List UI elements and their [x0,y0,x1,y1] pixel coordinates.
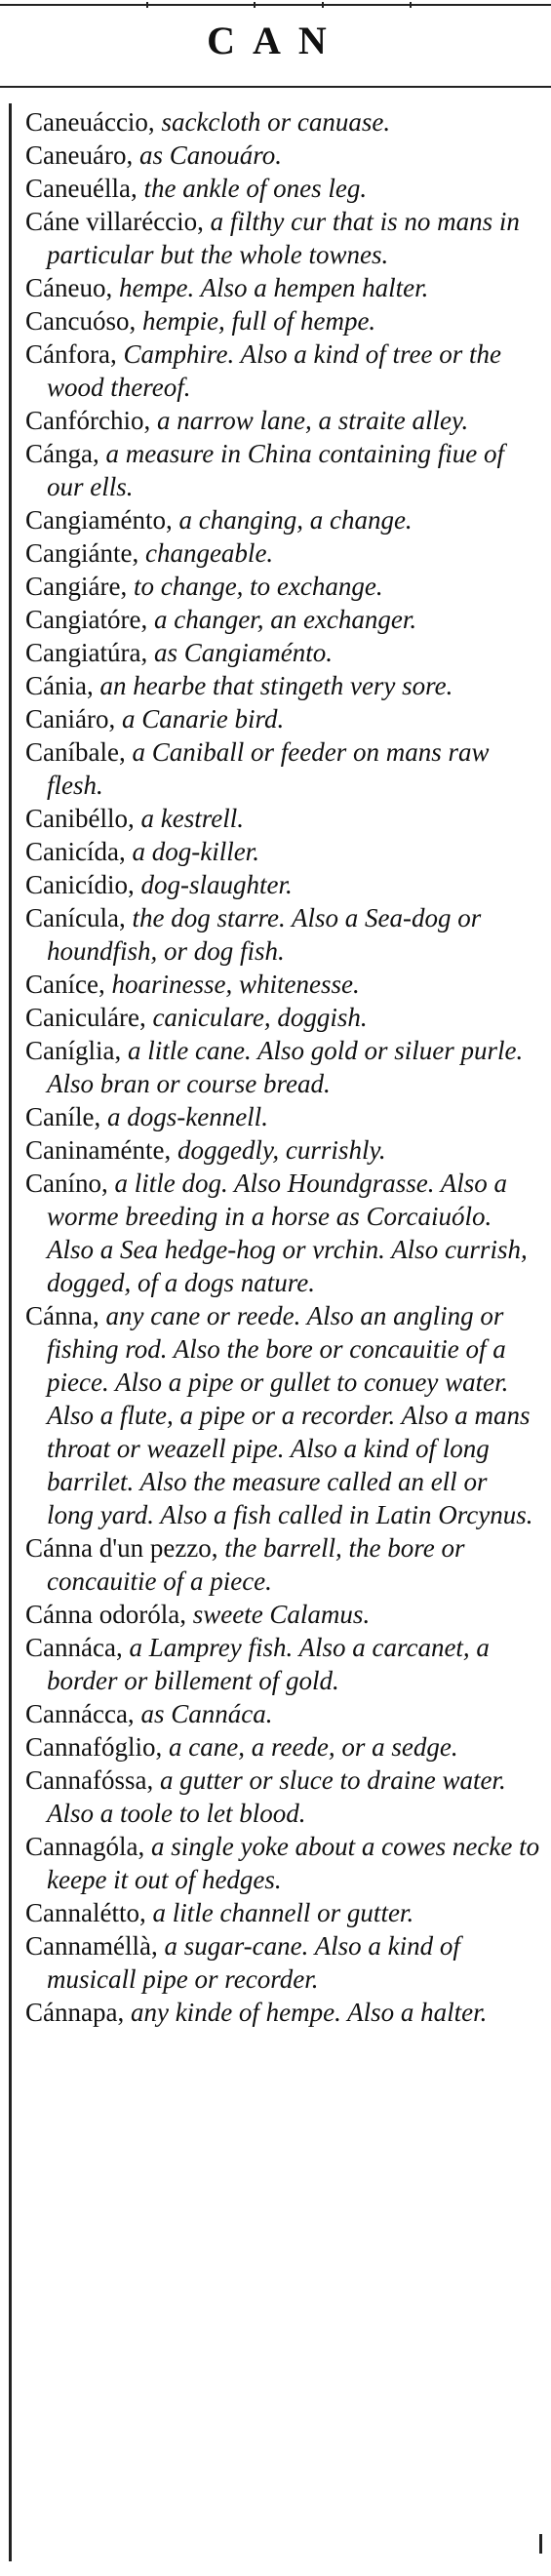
dictionary-entry [25,503,540,536]
dictionary-entry [25,702,540,735]
entry-definition: a litle dog. Also Houndgrasse. Also a worme breeding in a horse as Corcaiuólo. Also a Sea hedge-hog or vrchin. Also currish, dogged, of a dogs nature. [47,1169,528,1297]
entry-definition: the dog starre. Also a Sea-dog or houndfish, or dog fish. [47,903,482,966]
entry-definition: a dogs-kennell. [100,1102,268,1131]
entry-headword: Cangiánte, [25,538,139,568]
entry-headword: Caninaménte, [25,1135,172,1165]
entry-headword: Caneuáro, [25,140,134,170]
dictionary-entry [25,536,540,570]
dictionary-entry [25,735,540,802]
entry-definition: the barrell, the bore or concauitie of a piece. [47,1533,465,1596]
entry-definition: a litle channell or gutter. [145,1898,414,1927]
dictionary-entry [25,1598,540,1631]
dictionary-entry [25,271,540,304]
entry-headword: Caniculáre, [25,1003,146,1032]
entry-definition: a measure in China containing fiue of our ells. [47,439,504,501]
dictionary-entry [25,1996,540,2029]
entry-definition: a Caniball or feeder on mans raw flesh. [47,737,490,800]
entry-definition: as Canouáro. [133,140,282,170]
entry-definition: hempie, full of hempe. [136,306,376,336]
entry-definition: as Cangiaménto. [147,638,333,667]
dictionary-entry [25,1100,540,1133]
entry-headword: Canícula, [25,903,126,932]
dictionary-entry [25,1001,540,1034]
entry-definition: to change, to exchange. [127,572,383,601]
rule-tick [254,2,256,8]
dictionary-entry [25,1730,540,1764]
entry-definition: any cane or reede. Also an angling or fishing rod. Also the bore or concauitie of a piece. Also a pipe or gullet to conuey water. Also a flute, a pipe or a recorder. Also a mans throat or weazell pipe. Also a kind of long barrilet. Also the measure called an ell or long yard. Also a fish called in Latin Orcynus. [47,1301,533,1529]
entry-definition: a Canarie bird. [115,704,285,733]
dictionary-entry [25,304,540,337]
rule-tick [146,2,148,8]
margin-mark [539,2534,542,2554]
entry-headword: Cánga, [25,439,99,468]
entry-definition: a changer, an exchanger. [147,605,417,634]
entry-definition: hempe. Also a hempen halter. [112,273,429,302]
entry-headword: Caníle, [25,1102,101,1131]
entry-headword: Canibéllo, [25,804,135,833]
entry-headword: Cangiatúra, [25,638,148,667]
entry-definition: a litle cane. Also gold or siluer purle. Also bran or course bread. [47,1036,524,1098]
dictionary-entry [25,437,540,503]
entry-headword: Cannaméllà, [25,1931,158,1961]
entry-definition: sweete Calamus. [185,1600,371,1629]
dictionary-entry [25,205,540,271]
entry-headword: Cánia, [25,671,94,700]
entry-definition: a gutter or sluce to draine water. Also a toole to let blood. [47,1765,506,1828]
dictionary-entry [25,835,540,868]
column-rule [9,103,12,2561]
entry-definition: as Cannáca. [134,1699,273,1728]
entry-definition: a sugar-cane. Also a kind of musicall pipe or recorder. [47,1931,460,1994]
entry-definition: a Lamprey fish. Also a carcanet, a border or billement of gold. [47,1633,490,1695]
dictionary-entry [25,603,540,636]
entry-definition: doggedly, currishly. [171,1135,386,1165]
entry-headword: Cannafóglio, [25,1732,163,1762]
dictionary-entry [25,1830,540,1896]
entry-definition: a dog-killer. [125,837,259,866]
dictionary-entry [25,1531,540,1598]
entry-definition: a single yoke about a cowes necke to keepe it out of hedges. [47,1832,540,1894]
entry-headword: Canicída, [25,837,126,866]
dictionary-entry [25,1764,540,1830]
dictionary-entry [25,802,540,835]
dictionary-entry [25,636,540,669]
entry-headword: Cánna d'un pezzo, [25,1533,218,1563]
entry-headword: Cánfora, [25,339,117,369]
dictionary-entry [25,901,540,968]
entry-headword: Cáne villaréccio, [25,207,204,236]
entry-definition: a kestrell. [134,804,244,833]
header-rule [0,86,551,88]
entry-definition: Camphire. Also a kind of tree or the wood thereof. [47,339,501,402]
entry-headword: Caniáro, [25,704,116,733]
entry-headword: Cánna, [25,1301,99,1330]
entry-headword: Cannagóla, [25,1832,145,1861]
dictionary-entry [25,172,540,205]
entry-headword: Cannafóssa, [25,1765,154,1795]
dictionary-entry [25,570,540,603]
entry-definition: dog-slaughter. [134,870,293,899]
top-rule [0,4,551,6]
entry-definition: a filthy cur that is no mans in particular but the whole townes. [47,207,520,269]
entry-headword: Cancuóso, [25,306,137,336]
dictionary-entry [25,1167,540,1299]
entry-headword: Cannácca, [25,1699,135,1728]
entry-headword: Cánnapa, [25,1998,125,2027]
entry-headword: Cangiatóre, [25,605,148,634]
entry-headword: Caníglia, [25,1036,122,1065]
dictionary-entries [25,105,540,2029]
rule-tick [410,2,412,8]
entry-definition: the ankle of ones leg. [137,174,368,203]
entry-definition: a narrow lane, a straite alley. [150,406,469,435]
entry-headword: Caníbale, [25,737,126,767]
dictionary-entry [25,1896,540,1929]
entry-headword: Cannáca, [25,1633,123,1662]
entry-definition: changeable. [138,538,274,568]
dictionary-entry [25,868,540,901]
page-header: CAN [207,19,344,62]
dictionary-entry [25,968,540,1001]
rule-tick [322,2,324,8]
entry-definition: caniculare, doggish. [145,1003,368,1032]
entry-headword: Canfórchio, [25,406,151,435]
entry-headword: Cánna odoróla, [25,1600,186,1629]
dictionary-entry [25,669,540,702]
entry-headword: Caneuélla, [25,174,138,203]
dictionary-entry [25,139,540,172]
entry-definition: any kinde of hempe. Also a halter. [124,1998,488,2027]
dictionary-entry [25,1133,540,1167]
entry-headword: Caneuáccio, [25,107,155,137]
entry-definition: an hearbe that stingeth very sore. [93,671,453,700]
dictionary-entry [25,1697,540,1730]
dictionary-entry [25,337,540,404]
entry-headword: Cannalétto, [25,1898,146,1927]
dictionary-entry [25,1034,540,1100]
dictionary-entry [25,1299,540,1531]
entry-definition: a changing, a change. [172,505,413,535]
dictionary-entry [25,1929,540,1996]
entry-headword: Caníce, [25,970,105,999]
dictionary-entry [25,404,540,437]
entry-headword: Canicídio, [25,870,135,899]
entry-headword: Cangiaménto, [25,505,173,535]
entry-definition: a cane, a reede, or a sedge. [162,1732,458,1762]
dictionary-entry [25,1631,540,1697]
dictionary-entry [25,105,540,139]
entry-definition: sackcloth or canuase. [154,107,391,137]
entry-headword: Caníno, [25,1169,108,1198]
entry-headword: Cangiáre, [25,572,128,601]
entry-headword: Cáneuo, [25,273,113,302]
entry-definition: hoarinesse, whitenesse. [104,970,360,999]
